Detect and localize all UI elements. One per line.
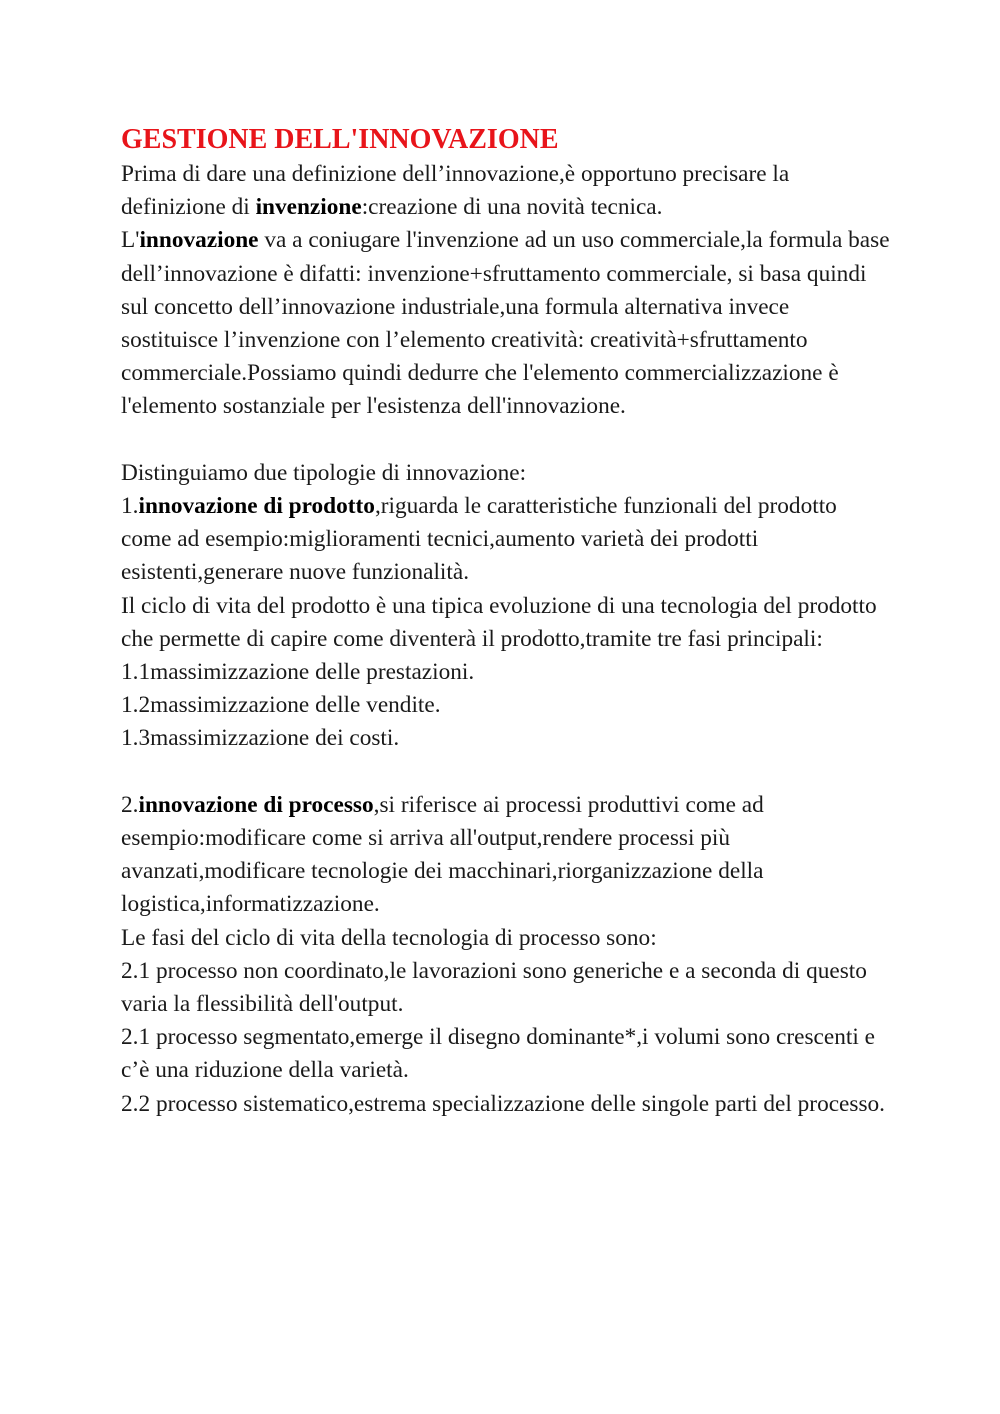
- term-innovazione-di-processo: innovazione di processo: [138, 791, 374, 818]
- types-heading: Distinguiamo due tipologie di innovazione:: [121, 459, 527, 486]
- intro-text: va a coniugare l'invenzione ad un uso commerciale,la formula base dell’innovazione è difatti: invenzione+sfruttamento commerciale, si basa quindi sul concetto dell’innovazione industriale,una formula alternativa invece sostituisce l’invenzione con l’elemento creatività: creatività+sfruttamento commerciale.Possiamo quindi dedurre che l'elemento commercializzazione è l'elemento sostanziale per l'esistenza dell'innovazione.: [121, 227, 890, 420]
- blank-line: [121, 424, 891, 457]
- process-description: ,si riferisce ai processi produttivi come ad esempio:modificare come si arriva all'output,rendere processi più avanzati,modificare tecnologie dei macchinari,riorganizzazione della logistica,informatizzazione.: [121, 791, 764, 918]
- process-phase-item: 2.1 processo segmentato,emerge il disegno dominante*,i volumi sono crescenti e c’è una riduzione della varietà.: [121, 1024, 875, 1084]
- product-description: ,riguarda le caratteristiche funzionali del prodotto come ad esempio:miglioramenti tecnici,aumento varietà dei prodotti esistenti,generare nuove funzionalità.: [121, 493, 837, 586]
- product-phase-item: 1.1massimizzazione delle prestazioni.: [121, 659, 475, 686]
- term-innovazione: innovazione: [139, 227, 259, 254]
- process-innovation-paragraph: [121, 789, 891, 922]
- blank-line: [121, 756, 891, 789]
- document-title: GESTIONE DELL'INNOVAZIONE: [121, 124, 559, 155]
- document-page: [121, 120, 891, 1121]
- item-number: 2.: [121, 791, 139, 818]
- intro-paragraph-invenzione: [121, 158, 891, 224]
- intro-text: :creazione di una novità tecnica.: [361, 194, 663, 221]
- term-innovazione-di-prodotto: innovazione di prodotto: [138, 493, 375, 520]
- item-number: 1.: [121, 493, 139, 520]
- term-invenzione: invenzione: [255, 194, 362, 221]
- process-phase-item: 2.1 processo non coordinato,le lavorazioni sono generiche e a seconda di questo varia la flessibilità dell'output.: [121, 957, 867, 1018]
- product-lifecycle-paragraph: Il ciclo di vita del prodotto è una tipica evoluzione di una tecnologia del prodotto che permette di capire come diventerà il prodotto,tramite tre fasi principali:: [121, 592, 877, 652]
- product-phase-item: 1.2massimizzazione delle vendite.: [121, 692, 441, 719]
- intro-paragraph-innovazione: [121, 224, 891, 423]
- intro-text: Prima di dare una definizione dell’innovazione,è opportuno precisare la definizione di: [121, 161, 790, 221]
- process-lifecycle-paragraph: Le fasi del ciclo di vita della tecnologia di processo sono:: [121, 924, 657, 951]
- product-phase-item: 1.3massimizzazione dei costi.: [121, 725, 400, 752]
- product-innovation-paragraph: [121, 490, 891, 590]
- intro-text: L': [121, 227, 140, 254]
- process-phase-item: 2.2 processo sistematico,estrema specializzazione delle singole parti del processo.: [121, 1090, 885, 1117]
